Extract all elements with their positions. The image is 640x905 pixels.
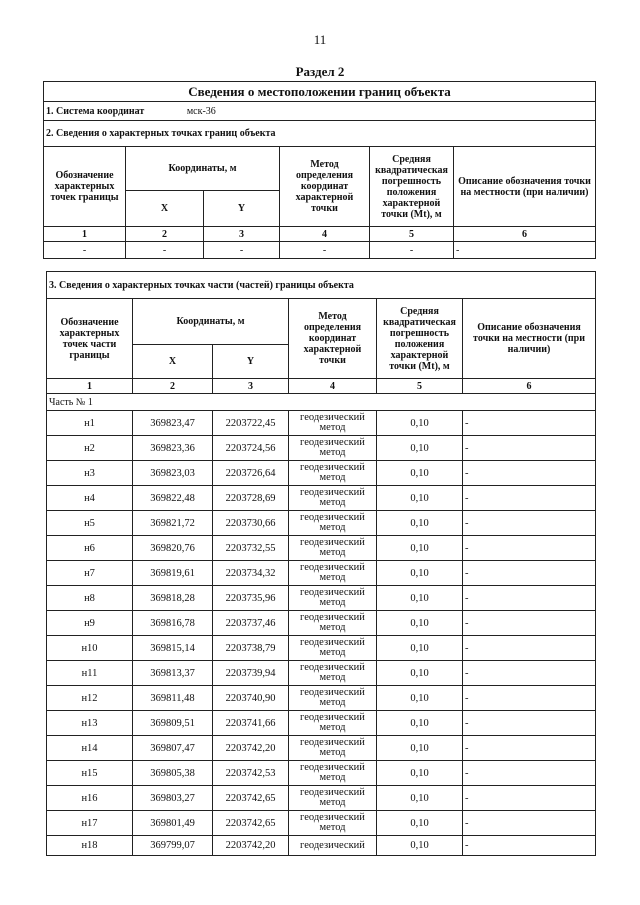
point-id: н5 (47, 511, 133, 536)
table-row (47, 811, 596, 836)
accuracy: 0,10 (377, 511, 463, 536)
sec2-h-designation: Обозначение характерных точек границы (44, 147, 126, 227)
sec3-num: 5 (377, 379, 463, 394)
coord-y: 2203726,64 (213, 461, 289, 486)
method: геодезический метод (289, 711, 377, 736)
coord-y: 2203735,96 (213, 586, 289, 611)
coord-y: 2203742,65 (213, 786, 289, 811)
table-row (47, 786, 596, 811)
accuracy: 0,10 (377, 461, 463, 486)
method: геодезический метод (289, 736, 377, 761)
coord-y: 2203737,46 (213, 611, 289, 636)
coord-x: 369823,47 (133, 411, 213, 436)
coord-y: 2203728,69 (213, 486, 289, 511)
description: - (463, 686, 596, 711)
accuracy: 0,10 (377, 736, 463, 761)
table-row (47, 561, 596, 586)
table-row (47, 461, 596, 486)
coord-x: 369805,38 (133, 761, 213, 786)
accuracy: 0,10 (377, 836, 463, 856)
description: - (463, 461, 596, 486)
description: - (463, 411, 596, 436)
sec2-cell: - (280, 242, 370, 259)
coord-y: 2203742,20 (213, 836, 289, 856)
accuracy: 0,10 (377, 661, 463, 686)
coord-y: 2203722,45 (213, 411, 289, 436)
table-row (47, 586, 596, 611)
sec3-num: 6 (463, 379, 596, 394)
point-id: н7 (47, 561, 133, 586)
point-id: н4 (47, 486, 133, 511)
sec3-num: 2 (133, 379, 213, 394)
description: - (463, 811, 596, 836)
method: геодезический метод (289, 786, 377, 811)
method: геодезический метод (289, 811, 377, 836)
point-id: н17 (47, 811, 133, 836)
table-row (47, 536, 596, 561)
sec2-cell: - (44, 242, 126, 259)
point-id: н15 (47, 761, 133, 786)
method: геодезический метод (289, 561, 377, 586)
part-label: Часть № 1 (47, 394, 596, 411)
accuracy: 0,10 (377, 761, 463, 786)
coord-x: 369822,48 (133, 486, 213, 511)
sec2-empty-row (44, 242, 596, 259)
sec2-h-y: Y (204, 191, 280, 227)
accuracy: 0,10 (377, 436, 463, 461)
method: геодезический метод (289, 761, 377, 786)
method: геодезический метод (289, 586, 377, 611)
description: - (463, 761, 596, 786)
point-id: н8 (47, 586, 133, 611)
section-title: Раздел 2 (295, 64, 345, 79)
coord-y: 2203739,94 (213, 661, 289, 686)
table-row (47, 411, 596, 436)
method: геодезический метод (289, 686, 377, 711)
sec3-num: 1 (47, 379, 133, 394)
accuracy: 0,10 (377, 536, 463, 561)
description: - (463, 836, 596, 856)
coord-y: 2203730,66 (213, 511, 289, 536)
sec3-h-method: Метод определения координат характерной точки (289, 299, 377, 379)
coord-x: 369819,61 (133, 561, 213, 586)
coord-x: 369820,76 (133, 536, 213, 561)
sec2-cell: - (454, 242, 596, 259)
coord-x: 369821,72 (133, 511, 213, 536)
sec2-h-accuracy: Средняя квадратическая погрешность положения характерной точки (Mt), м (370, 147, 454, 227)
point-id: н6 (47, 536, 133, 561)
method: геодезический метод (289, 436, 377, 461)
accuracy: 0,10 (377, 586, 463, 611)
sec2-cell: - (204, 242, 280, 259)
point-id: н16 (47, 786, 133, 811)
sec3-title: 3. Сведения о характерных точках части (частей) границы объекта (47, 272, 596, 299)
sec2-num: 1 (44, 227, 126, 242)
point-id: н10 (47, 636, 133, 661)
table-row (47, 436, 596, 461)
description: - (463, 586, 596, 611)
table-row (47, 711, 596, 736)
accuracy: 0,10 (377, 411, 463, 436)
sec2-h-x: X (126, 191, 204, 227)
coord-system-value: мск-36 (186, 105, 216, 117)
sec3-num: 4 (289, 379, 377, 394)
sec2-h-method: Метод определения координат характерной точки (280, 147, 370, 227)
sec2-num: 3 (204, 227, 280, 242)
coord-system-label: 1. Система координат (46, 105, 145, 117)
coord-x: 369807,47 (133, 736, 213, 761)
point-id: н14 (47, 736, 133, 761)
coord-y: 2203740,90 (213, 686, 289, 711)
point-id: н12 (47, 686, 133, 711)
description: - (463, 711, 596, 736)
description: - (463, 636, 596, 661)
sec3-h-coords: Координаты, м (133, 299, 289, 345)
coord-y: 2203732,55 (213, 536, 289, 561)
point-id: н3 (47, 461, 133, 486)
accuracy: 0,10 (377, 486, 463, 511)
description: - (463, 736, 596, 761)
accuracy: 0,10 (377, 711, 463, 736)
point-id: н11 (47, 661, 133, 686)
table-row (47, 486, 596, 511)
description: - (463, 436, 596, 461)
coord-y: 2203741,66 (213, 711, 289, 736)
method: геодезический метод (289, 636, 377, 661)
coord-x: 369823,03 (133, 461, 213, 486)
table-row (47, 611, 596, 636)
coord-y: 2203742,65 (213, 811, 289, 836)
coord-x: 369815,14 (133, 636, 213, 661)
table-row (47, 686, 596, 711)
sec2-cell: - (370, 242, 454, 259)
sec3-num-row (47, 379, 596, 394)
sec2-num-row (44, 227, 596, 242)
table-row (47, 511, 596, 536)
method: геодезический метод (289, 536, 377, 561)
accuracy: 0,10 (377, 786, 463, 811)
point-id: н9 (47, 611, 133, 636)
point-id: н1 (47, 411, 133, 436)
accuracy: 0,10 (377, 686, 463, 711)
sec2-cell: - (126, 242, 204, 259)
method: геодезический метод (289, 511, 377, 536)
sec2-num: 2 (126, 227, 204, 242)
coord-y: 2203742,20 (213, 736, 289, 761)
point-id: н2 (47, 436, 133, 461)
coord-x: 369799,07 (133, 836, 213, 856)
coord-x: 369813,37 (133, 661, 213, 686)
description: - (463, 486, 596, 511)
point-id: н13 (47, 711, 133, 736)
sec2-num: 5 (370, 227, 454, 242)
points-table-body (47, 411, 596, 856)
sec2-num: 4 (280, 227, 370, 242)
table-row (47, 661, 596, 686)
sec3-h-x: X (133, 345, 213, 379)
coord-x: 369803,27 (133, 786, 213, 811)
method: геодезический метод (289, 661, 377, 686)
table-row (47, 836, 596, 856)
sec3-h-designation: Обозначение характерных точек части границы (47, 299, 133, 379)
sec2-num: 6 (454, 227, 596, 242)
table-row (47, 761, 596, 786)
coord-system-row (44, 102, 596, 121)
table-row (47, 636, 596, 661)
boundary-summary-table (43, 81, 596, 259)
coord-y: 2203738,79 (213, 636, 289, 661)
description: - (463, 786, 596, 811)
sec2-title: 2. Сведения о характерных точках границ объекта (44, 121, 596, 147)
description: - (463, 511, 596, 536)
point-id: н18 (47, 836, 133, 856)
table-row (47, 736, 596, 761)
accuracy: 0,10 (377, 811, 463, 836)
accuracy: 0,10 (377, 561, 463, 586)
description: - (463, 561, 596, 586)
method: геодезический метод (289, 461, 377, 486)
coord-x: 369801,49 (133, 811, 213, 836)
sec2-h-description: Описание обозначения точки на местности (при наличии) (454, 147, 596, 227)
coord-y: 2203724,56 (213, 436, 289, 461)
sec3-h-accuracy: Средняя квадратическая погрешность положения характерной точки (Mt), м (377, 299, 463, 379)
accuracy: 0,10 (377, 636, 463, 661)
description: - (463, 611, 596, 636)
method: геодезический метод (289, 411, 377, 436)
sec3-h-y: Y (213, 345, 289, 379)
coord-x: 369809,51 (133, 711, 213, 736)
description: - (463, 661, 596, 686)
method: геодезический (289, 836, 377, 856)
boundary-part-table (46, 271, 596, 856)
sec2-h-coords: Координаты, м (126, 147, 280, 191)
accuracy: 0,10 (377, 611, 463, 636)
sec3-num: 3 (213, 379, 289, 394)
block-title: Сведения о местоположении границ объекта (44, 82, 596, 102)
coord-y: 2203734,32 (213, 561, 289, 586)
method: геодезический метод (289, 611, 377, 636)
page-number: 11 (313, 32, 327, 47)
sec3-h-description: Описание обозначения точки на местности (при наличии) (463, 299, 596, 379)
coord-y: 2203742,53 (213, 761, 289, 786)
coord-x: 369816,78 (133, 611, 213, 636)
description: - (463, 536, 596, 561)
method: геодезический метод (289, 486, 377, 511)
coord-x: 369811,48 (133, 686, 213, 711)
coord-x: 369818,28 (133, 586, 213, 611)
coord-x: 369823,36 (133, 436, 213, 461)
